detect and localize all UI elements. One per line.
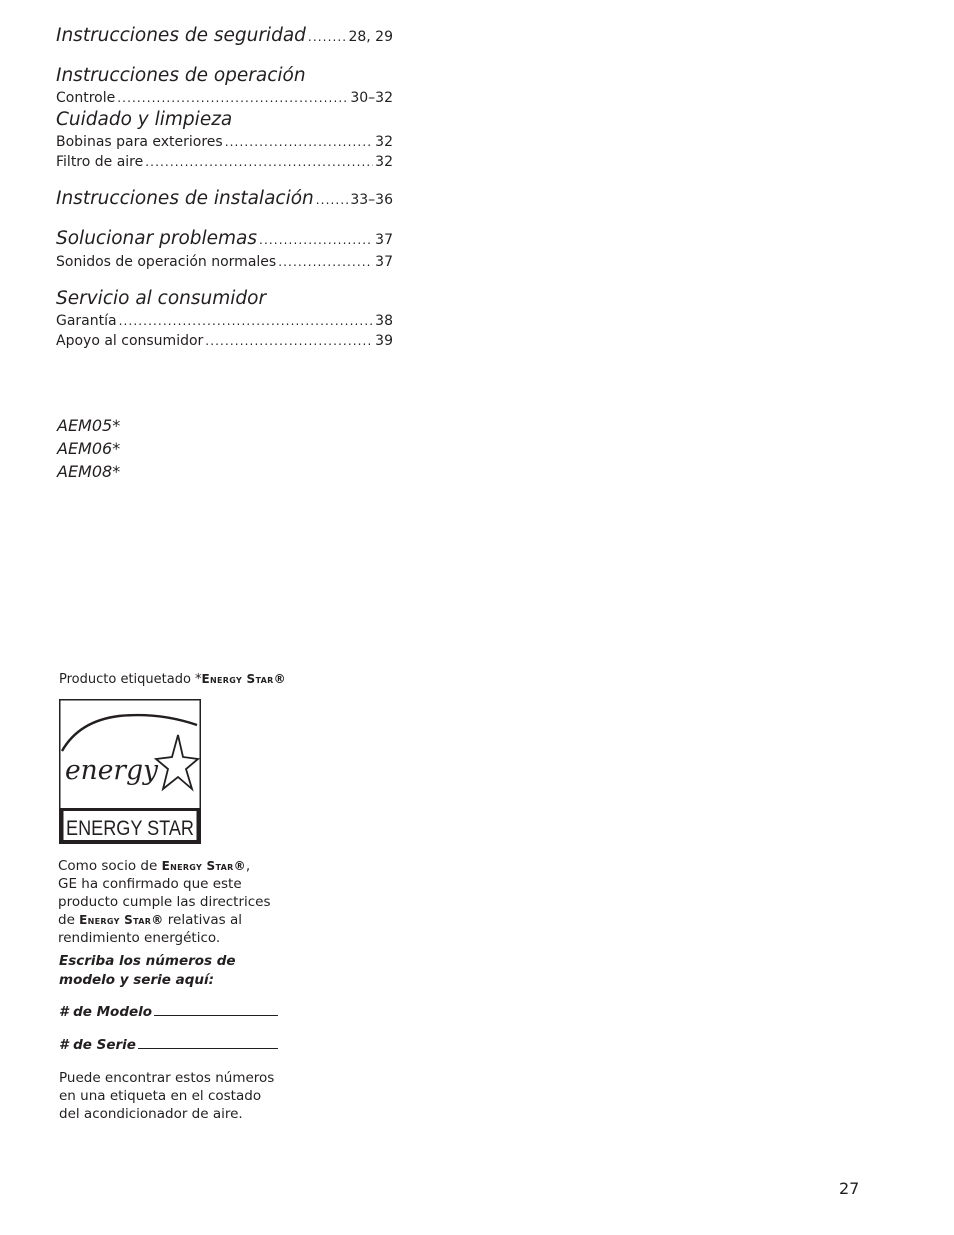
leader-dots	[316, 188, 349, 212]
toc-entry[interactable]	[56, 311, 393, 331]
toc-item-label: Controle	[56, 90, 116, 106]
model-field-label: # de Modelo	[59, 1004, 153, 1020]
toc-page: 37	[375, 254, 393, 270]
toc-title: Instrucciones de instalación	[56, 188, 314, 209]
model-number-field[interactable]	[59, 1003, 278, 1021]
number-location-note: Puede encontrar estos números en una etiqueta en el costado del acondicionador de aire.	[59, 1070, 275, 1122]
toc-item-label: Bobinas para exteriores	[56, 134, 223, 150]
toc-page: 38	[375, 313, 393, 329]
toc-title: Instrucciones de seguridad	[56, 25, 306, 46]
toc-page: 37	[375, 232, 393, 248]
leader-dots	[119, 311, 374, 331]
toc-page: 28, 29	[348, 29, 393, 45]
model-list	[57, 414, 120, 483]
toc-entry[interactable]	[56, 331, 393, 351]
leader-dots	[145, 152, 373, 172]
partner-statement: Como socio de Energy Star®, GE ha confirmado que este producto cumple las directrices de Energy Star® relativas al rendimiento energético.	[58, 858, 271, 946]
toc-title: Servicio al consumidor	[56, 288, 267, 309]
toc-page: 39	[375, 333, 393, 349]
model-number: AEM05*	[57, 416, 121, 435]
toc-section-care	[56, 108, 393, 172]
toc-page: 32	[375, 154, 393, 170]
toc-section-operation	[56, 64, 393, 108]
toc-item-label: Apoyo al consumidor	[56, 333, 204, 349]
model-field-line[interactable]	[154, 1003, 278, 1016]
toc-section-safety	[56, 24, 393, 49]
energy-star-wordmark: ENERGY STAR	[66, 817, 194, 840]
leader-dots	[308, 25, 347, 49]
toc-page: 32	[375, 134, 393, 150]
toc-section-consumer-service	[56, 287, 393, 351]
record-instruction: Escriba los números de modelo y serie aquí:	[59, 953, 236, 988]
serial-field-label: # de Serie	[59, 1037, 136, 1053]
toc-entry[interactable]	[56, 132, 393, 152]
toc-title: Solucionar problemas	[56, 228, 258, 249]
model-number: AEM06*	[57, 439, 121, 458]
toc-item-label: Filtro de aire	[56, 154, 144, 170]
toc-entry[interactable]	[56, 187, 393, 212]
toc-entry[interactable]	[56, 227, 393, 252]
toc-heading	[56, 287, 393, 311]
toc-heading	[56, 108, 393, 132]
page-number: 27	[839, 1179, 860, 1198]
toc-entry[interactable]	[56, 88, 393, 108]
toc-item-label: Garantía	[56, 313, 117, 329]
serial-field-line[interactable]	[138, 1036, 278, 1049]
leader-dots	[278, 252, 373, 272]
toc-entry[interactable]	[56, 152, 393, 172]
leader-dots	[225, 132, 373, 152]
toc-entry[interactable]	[56, 24, 393, 49]
energy-star-script: energy	[65, 755, 159, 786]
toc-section-troubleshooting	[56, 227, 393, 272]
toc-item-label: Sonidos de operación normales	[56, 254, 277, 270]
toc-title: Cuidado y limpieza	[56, 109, 233, 130]
toc-title: Instrucciones de operación	[56, 65, 306, 86]
table-of-contents	[56, 24, 393, 351]
toc-entry[interactable]	[56, 252, 393, 272]
serial-number-field[interactable]	[59, 1036, 278, 1054]
leader-dots	[117, 88, 348, 108]
toc-heading	[56, 64, 393, 88]
toc-section-installation	[56, 187, 393, 212]
model-number: AEM08*	[57, 462, 121, 481]
energy-star-label: Producto etiquetado *Energy Star®	[59, 672, 286, 687]
energy-star-logo	[59, 699, 201, 844]
leader-dots	[259, 228, 373, 252]
leader-dots	[205, 331, 373, 351]
toc-page: 30–32	[350, 90, 393, 106]
toc-page: 33–36	[350, 192, 393, 208]
